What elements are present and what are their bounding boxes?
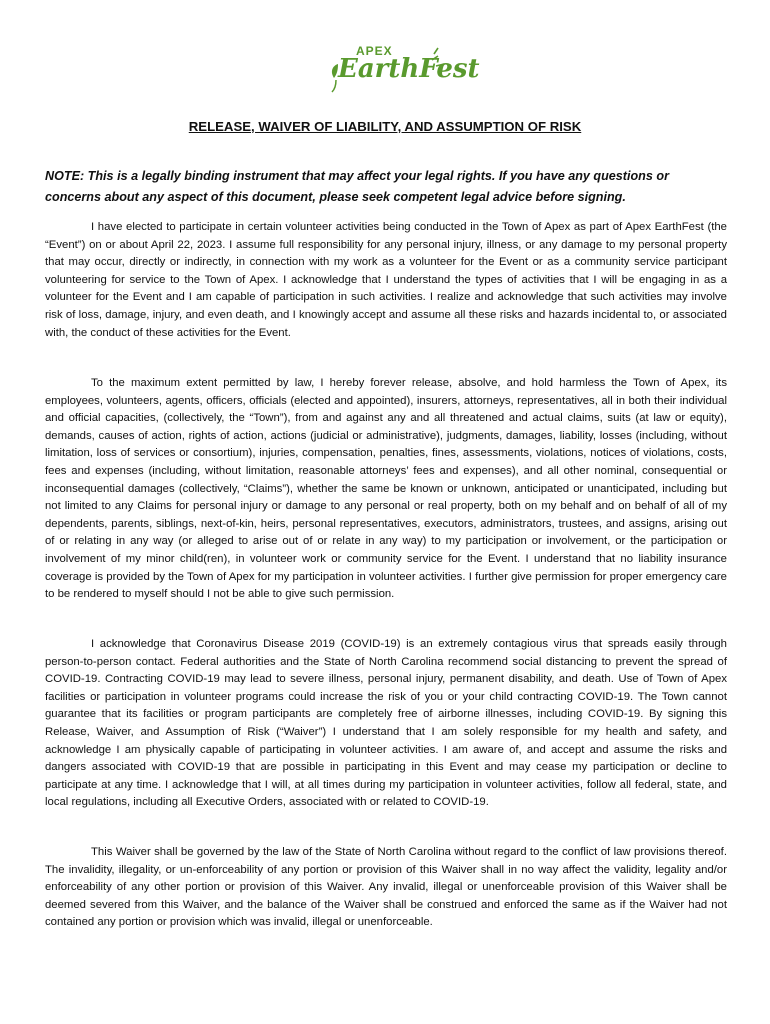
apex-earthfest-logo — [328, 44, 480, 94]
page-title: RELEASE, WAIVER OF LIABILITY, AND ASSUMPTION OF RISK — [188, 119, 582, 134]
paragraph-covid: I acknowledge that Coronavirus Disease 2019 (COVID-19) is an extremely contagious virus that spreads easily through person-to-person contact. Federal authorities and the State of North Carolina recommend social distancing to prevent the spread of COVID-19. Contracting COVID-19 may lead to severe illness, personal injury, permanent disability, and death. Use of Town of Apex facilities or participation in volunteer programs could increase the risk of you or your child contracting COVID-19. The Town cannot guarantee that its facilities or program participants are completely free of airborne illnesses, including COVID-19. By signing this Release, Waiver, and Assumption of Risk (“Waiver”) I understand that I am solely responsible for my health and safety, and acknowledge I am physically capable of participating in volunteer activities. I am aware of, and accept and assume the risks and dangers associated with COVID-19 that are possible in participating in this Event and may cease my participation or decline to participate at any time. I acknowledge that I will, at all times during my participation in volunteer activities, follow all federal, state, and local regulations, including all Executive Orders, associated with or related to COVID-19. — [45, 638, 727, 809]
paragraph-release: To the maximum extent permitted by law, I hereby forever release, absolve, and hold harmless the Town of Apex, its employees, volunteers, agents, officers, officials (elected and appointed), insurers, attorneys, representatives, all in both their individual and official capacities, (collectively, the “Town”), from and against any and all threatened and actual claims, suits (at law or equity), demands, causes of action, rights of action, actions (judicial or administrative), judgments, damages, liability, losses (including, without limitation, loss of services or consortium), injuries, compensation, penalties, fines, assessments, violations, notices of violations, costs, fees and expenses (including, without limitation, reasonable attorneys’ fees and expenses), and all other nominal, consequential or inconsequential damages (collectively, “Claims”), whether the same be known or unknown, anticipated or unanticipated, including but not limited to any Claims for personal injury or damage to any personal or real property, both on my behalf and on behalf of all of my dependents, parents, siblings, next-of-kin, heirs, personal representatives, executors, administrators, trustees, and assigns, arising out of or relating in any way (or alleged to arise out of or relate in any way) to my participation or involvement, or the participation or involvement of my minor child(ren), in volunteer work or community service for the Event. I understand that no liability insurance coverage is provided by the Town of Apex for my participation in volunteer activities. I further give permission for proper emergency care to be rendered to myself should I not be able to give such permission. — [45, 377, 727, 601]
logo-earthfest-text: EarthFest — [338, 54, 480, 84]
paragraph-governing-law: This Waiver shall be governed by the law of the State of North Carolina without regard to the conflict of law provisions thereof. The invalidity, illegality, or un-enforceability of any portion or provision of this Waiver shall in no way affect the validity, legality and/or enforceability of any other portion or provision of this Waiver. Any invalid, illegal or unenforceable provision of this Waiver shall be deemed severed from this Waiver, and the balance of the Waiver shall be construed and enforced the same as if the Waiver had not contained any portion or provision which was invalid, illegal or unenforceable. — [45, 846, 727, 929]
paragraph-participation: I have elected to participate in certain volunteer activities being conducted in the Town of Apex as part of Apex EarthFest (the “Event”) on or about April 22, 2023. I assume full responsibility for any personal injury, illness, or any damage to my personal property that may occur, directly or indirectly, in connection with my work as a volunteer for the Event or as a community service participant volunteering for service to the Town of Apex. I acknowledge that I understand the types of activities that I will be engaging in as a volunteer for the Event and I am capable of participation in such activities. I realize and acknowledge that such activities may involve risk of loss, damage, injury, and even death, and I knowingly accept and assume all these risks and hazards incidental to, or associated with, the conduct of these activities for the Event. — [45, 221, 727, 339]
legal-note: NOTE: This is a legally binding instrument that may affect your legal rights. If you have any questions or concerns about any aspect of this document, please seek competent legal advice before signing. — [45, 169, 669, 204]
logo-apex-text: APEX — [356, 44, 393, 58]
